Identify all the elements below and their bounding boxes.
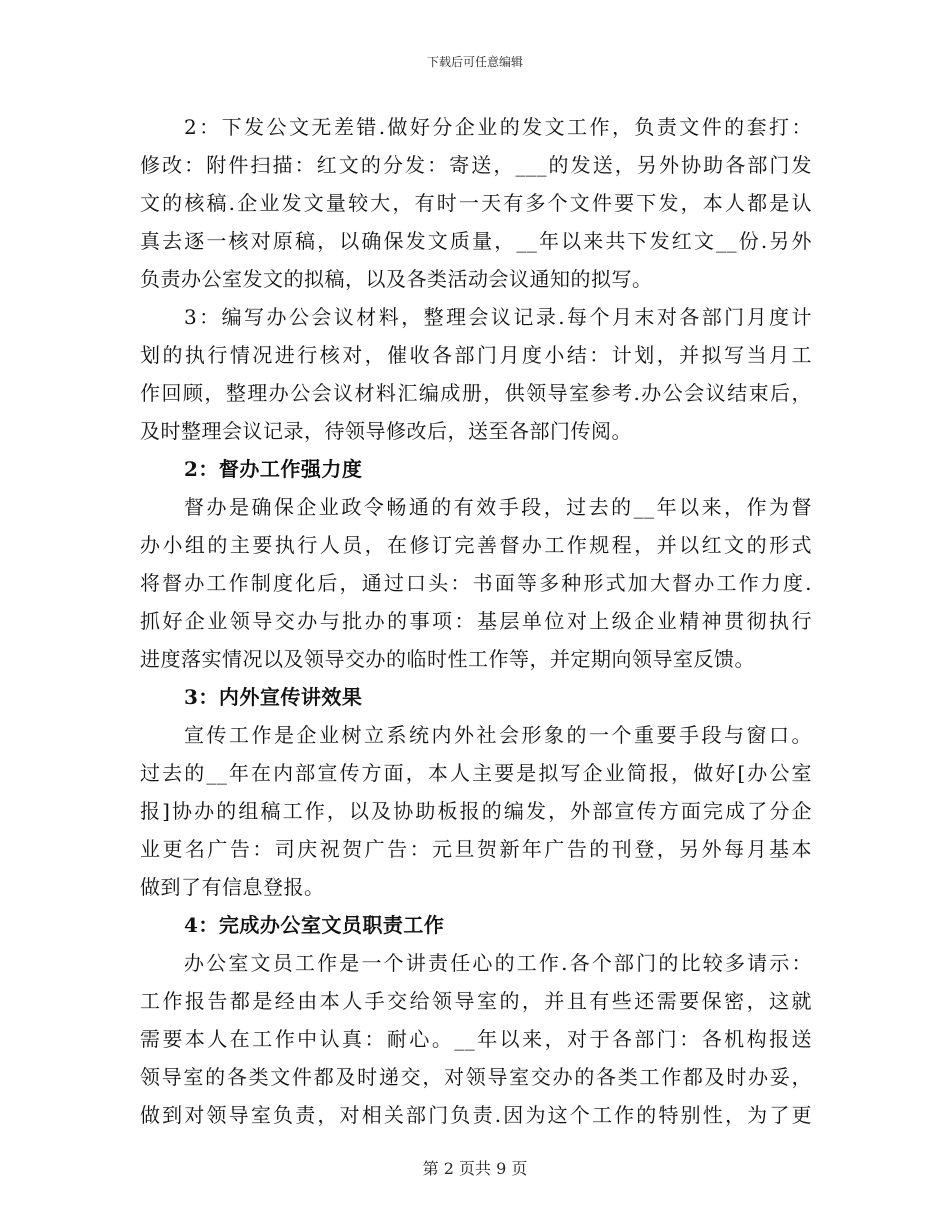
paragraph-line: 业更名广告：司庆祝贺广告：元旦贺新年广告的刊登，另外每月基本 — [140, 837, 812, 861]
paragraph-line: 领导室的各类文件都及时递交，对领导室交办的各类工作都及时办妥， — [140, 1065, 812, 1089]
paragraph-line: 抓好企业领导交办与批办的事项：基层单位对上级企业精神贯彻执行 — [140, 609, 812, 633]
section-heading: 2：督办工作强力度 — [184, 457, 363, 481]
paragraph — [140, 944, 812, 1134]
paragraph-line: 2：下发公文无差错.做好分企业的发文工作，负责文件的套打： — [184, 115, 812, 139]
paragraph-line: 督办是确保企业政令畅通的有效手段，过去的__年以来，作为督 — [184, 495, 812, 519]
paragraph-line: 3：编写办公会议材料，整理会议记录.每个月末对各部门月度计 — [184, 305, 812, 329]
paragraph — [140, 108, 812, 298]
paragraph-line: 进度落实情况以及领导交办的临时性工作等，并定期向领导室反馈。 — [140, 647, 755, 671]
page-header: 下载后可任意编辑 — [426, 55, 523, 69]
paragraph-line: 划的执行情况进行核对，催收各部门月度小结：计划，并拟写当月工 — [140, 343, 812, 367]
document-body — [140, 108, 812, 1134]
paragraph-line: 将督办工作制度化后，通过口头：书面等多种形式加大督办工作力度. — [140, 571, 812, 595]
paragraph-line: 办小组的主要执行人员，在修订完善督办工作规程，并以红文的形式 — [140, 533, 812, 557]
paragraph-line: 文的核稿.企业发文量较大，有时一天有多个文件要下发，本人都是认 — [140, 191, 812, 215]
section-heading: 4：完成办公室文员职责工作 — [184, 913, 445, 937]
paragraph — [140, 298, 812, 450]
section-heading: 3：内外宣传讲效果 — [184, 685, 363, 709]
paragraph-line: 做到对领导室负责，对相关部门负责.因为这个工作的特别性，为了更 — [140, 1103, 812, 1127]
paragraph-line: 办公室文员工作是一个讲责任心的工作.各个部门的比较多请示： — [184, 951, 812, 975]
paragraph-line: 及时整理会议记录，待领导修改后，送至各部门传阅。 — [140, 419, 632, 443]
paragraph-line: 负责办公室发文的拟稿，以及各类活动会议通知的拟写。 — [140, 267, 653, 291]
paragraph — [140, 488, 812, 678]
paragraph-line: 真去逐一核对原稿，以确保发文质量，__年以来共下发红文__份.另外 — [140, 229, 812, 253]
paragraph-line: 宣传工作是企业树立系统内外社会形象的一个重要手段与窗口。 — [184, 723, 812, 747]
page-footer: 第 2 页共 9 页 — [422, 1159, 528, 1178]
paragraph-line: 修改：附件扫描：红文的分发：寄送，___的发送，另外协助各部门发 — [140, 153, 812, 177]
paragraph-line: 工作报告都是经由本人手交给领导室的，并且有些还需要保密，这就 — [140, 989, 812, 1013]
paragraph-line: 需要本人在工作中认真：耐心。__年以来，对于各部门：各机构报送 — [140, 1027, 812, 1051]
paragraph — [140, 716, 812, 906]
paragraph-line: 报]协办的组稿工作，以及协助板报的编发，外部宣传方面完成了分企 — [140, 799, 812, 823]
paragraph-line: 作回顾，整理办公会议材料汇编成册，供领导室参考.办公会议结束后， — [140, 381, 812, 405]
paragraph-line: 过去的__年在内部宣传方面，本人主要是拟写企业简报，做好[办公室 — [140, 761, 812, 785]
paragraph-line: 做到了有信息登报。 — [140, 875, 325, 899]
